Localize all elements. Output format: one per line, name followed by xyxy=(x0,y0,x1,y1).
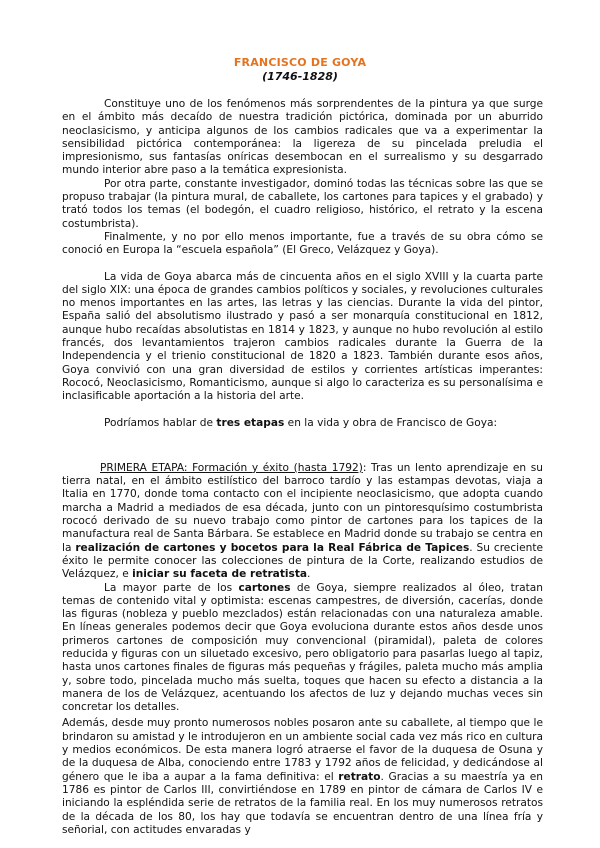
paragraph-life-context: La vida de Goya abarca más de cincuenta años en el siglo XVIII y la cuarta parte del siglo XIX: una época de grandes cambios políticos y sociales, y revoluciones culturales no menos importantes en las artes, las letras y las ciencias. Durante la vida del pintor, España salió del absolutismo ilustrado y pasó a ser monarquía constitucional en 1812, aunque hubo recaídas absolutistas en 1814 y 1823, y aunque no hubo revolución al estilo francés, dos levantamientos trajeron cambios radicales durante la Guerra de la Independencia y el trienio constitucional de 1820 a 1823. También durante esos años, Goya convivió con una gran diversidad de estilos y corrientes artísticas imperantes: Rococó, Neoclasicismo, Romanticismo, aunque si algo lo caracteriza es su personalísima e inclasificable aportación a la historia del arte. xyxy=(62,270,543,403)
paragraph-techniques: Por otra parte, constante investigador, dominó todas las técnicas sobre las que se propuso trabajar (la pintura mural, de caballete, los cartones para tapices y el grabado) y trató todos los temas (el bodegón, el cuadro religioso, histórico, el retrato y la escena costumbrista). xyxy=(62,177,543,230)
bold-run: retrato xyxy=(338,770,381,783)
text-run: Podríamos hablar de xyxy=(104,416,217,429)
bold-run: realización de cartones y bocetos para la Real Fábrica de Tapices xyxy=(75,541,470,554)
text-run: de Goya, siempre realizados al óleo, tratan temas de contenido vital y optimista: escenas campestres, de diversión, cacerías, donde las figuras (nobleza y pueblo mezclados) están relacionadas con una naturaleza amable. En líneas generales podemos decir que Goya evoluciona durante estos años desde unos primeros cartones de composición muy convencional (piramidal), paleta de colores reducida y figuras con un siluetado excesivo, pero obligatorio para pasarlas luego al tapiz, hasta unos cartones finales de figuras más pequeñas y frágiles, paleta mucho más amplia y, sobre todo, pincelada mucho más suelta, toques que hacen su efecto a distancia a la manera de los de Velázquez, acentuando los afectos de luz y dejando muchas veces sin concretar los detalles. xyxy=(62,581,544,714)
paragraph-cartones xyxy=(62,582,543,715)
bold-run: tres etapas xyxy=(216,416,285,429)
bold-run: cartones xyxy=(238,581,291,594)
text-run: Además, desde muy pronto numerosos nobles posaron ante su caballete, al tiempo que le brindaron su amistad y le introdujeron en un ambiente social cada vez más rico en cultura y medios económicos. De esta manera logró atraerse el favor de la duquesa de Osuna y de la duquesa de Alba, conociendo entre 1783 y 1792 años de felicidad, y dedicándose al género que le iba a aupar a la fama definitiva: el xyxy=(62,717,543,783)
document-body xyxy=(62,98,543,837)
text-run: La mayor parte de los xyxy=(104,581,239,594)
document-dates: (1746-1828) xyxy=(262,70,338,83)
first-stage-heading: PRIMERA ETAPA: Formación y éxito (hasta 1792) xyxy=(100,461,363,474)
paragraph-spanish-school: Finalmente, y no por ello menos importante, fue a través de su obra cómo se conoció en Europa la “escuela española” (El Greco, Velázquez y Goya). xyxy=(62,230,543,257)
text-run: . Su creciente éxito le permite conocer las colecciones de pintura de la Corte, realizando estudios de Velázquez, e xyxy=(62,541,544,581)
document-title: FRANCISCO DE GOYA xyxy=(233,56,367,69)
text-run: . Gracias a su maestría ya en 1786 es pintor de Carlos III, convirtiéndose en 1789 en pintor de cámara de Carlos IV e iniciando la espléndida serie de retratos de la familia real. En los muy numerosos retratos de la década de los 80, los hay que todavía se encuentran dentro de una línea fría y señorial, con actitudes envaradas y xyxy=(62,770,544,836)
paragraph-retratos xyxy=(62,717,543,837)
text-run: : Tras un lento aprendizaje en su tierra natal, en el ámbito estilístico del barroco tardío y las estampas devotas, viaja a Italia en 1770, donde toma contacto con el incipiente neoclasicismo, que adopta cuando marcha a Madrid a mediados de esa década, junto con un pintoresquísimo costumbrista rococó derivado de su nuevo trabajo como pintor de cartones para los tapices de la manufactura real de Santa Bárbara. Se establece en Madrid donde su trabajo se centra en la xyxy=(62,461,544,554)
paragraph-first-stage xyxy=(62,462,543,582)
text-run: . xyxy=(307,568,311,581)
paragraph-three-stages xyxy=(62,417,543,430)
text-run: en la vida y obra de Francisco de Goya: xyxy=(284,416,498,429)
paragraph-intro: Constituye uno de los fenómenos más sorprendentes de la pintura ya que surge en el ámbito más decaído de nuestra tradición pictórica, dominada por un aburrido neoclasicismo, y anticipa algunos de los cambios radicales que va a experimentar la sensibilidad pictórica contemporánea: la ligereza de su pincelada preludia el impresionismo, sus fantasías oníricas desembocan en el surrealismo y su desgarrado mundo interior abre paso a la temática expresionista. xyxy=(62,98,543,177)
bold-run: iniciar su faceta de retratista xyxy=(132,568,308,581)
